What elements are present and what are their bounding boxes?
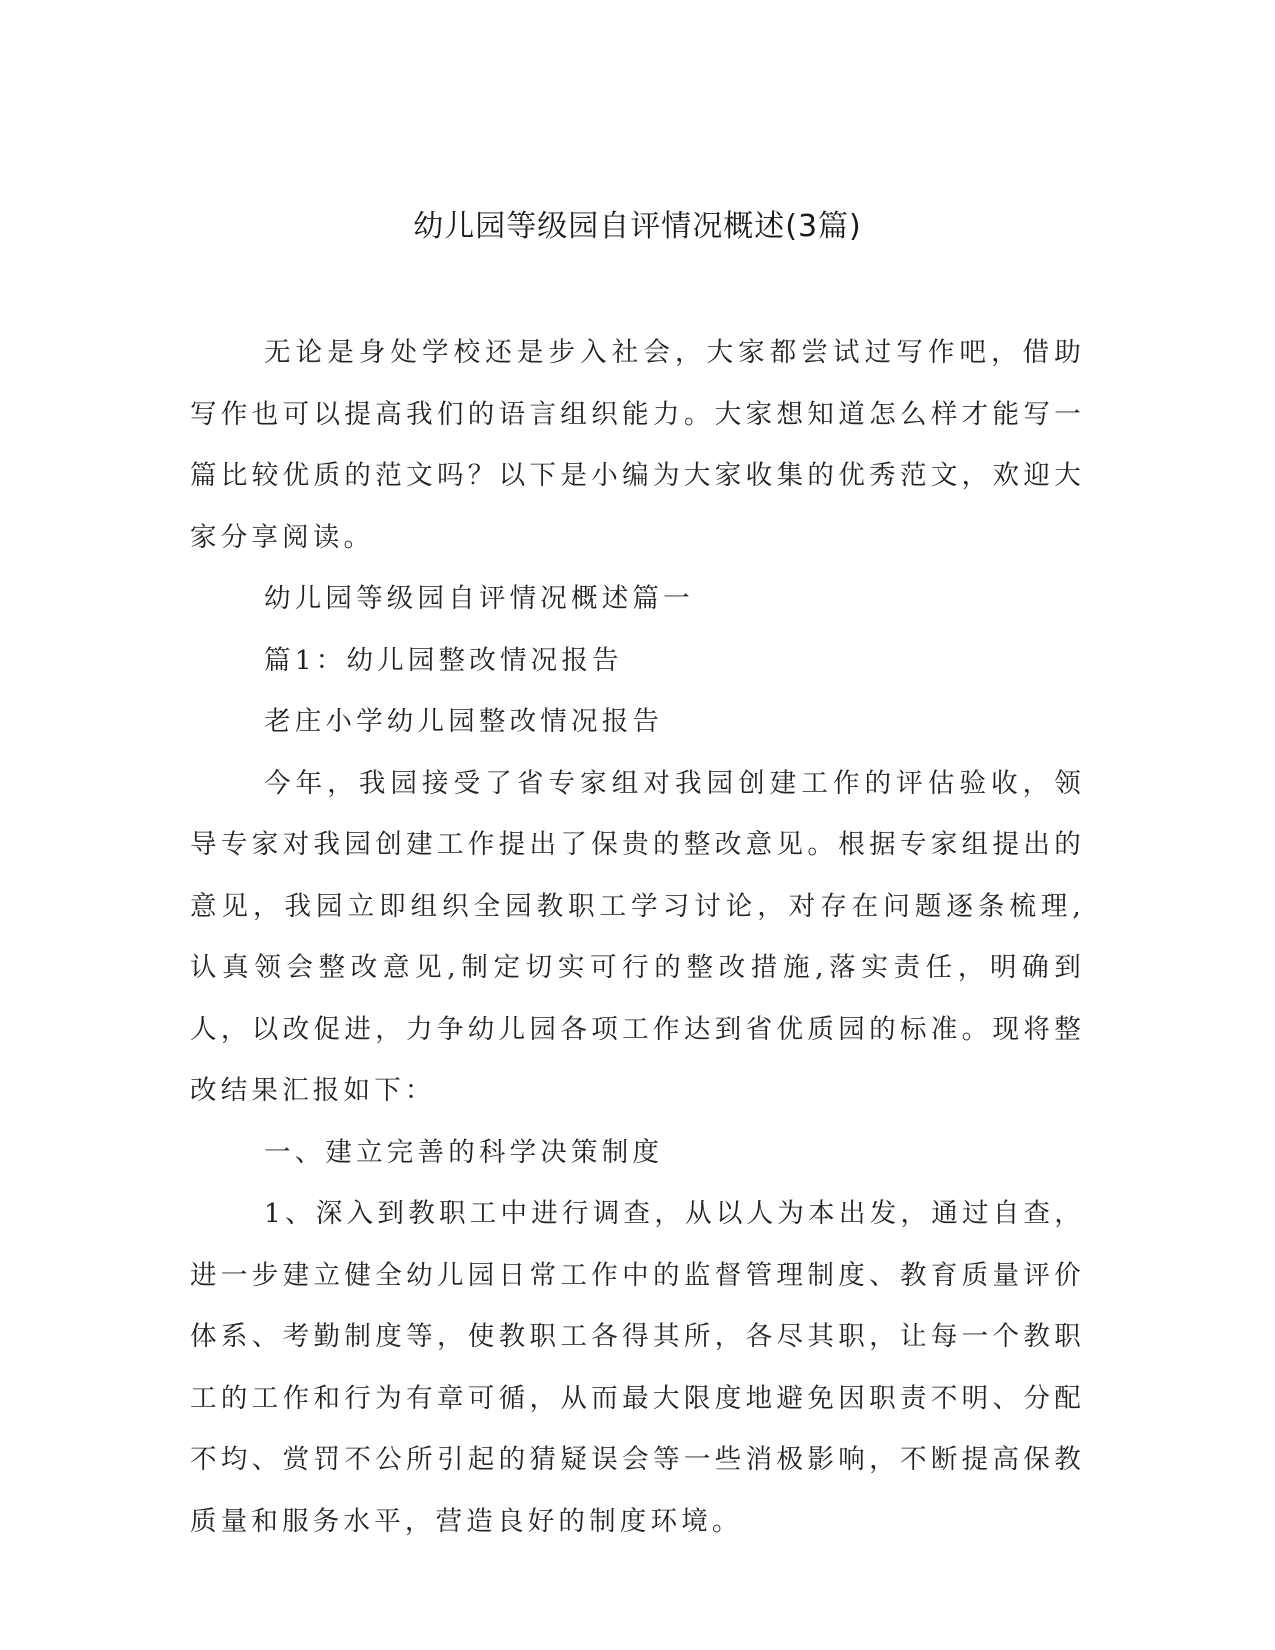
report-title: 老庄小学幼儿园整改情况报告 [264,706,664,737]
list-item-paragraph: 1、深入到教职工中进行调查，从以人为本出发，通过自查，进一步建立健全幼儿园日常工作中的监督管理制度、教育质量评价体系、考勤制度等，使教职工各得其所，各尽其职，让每一个教职工的工作和行为有章可循，从而最大限度地避免因职责不明、分配不均、赏罚不公所引起的猜疑误会等一些消极影响，不断提高保教质量和服务水平，营造良好的制度环境。 [190,1198,1085,1537]
document-body [190,322,1085,1552]
intro-paragraph: 无论是身处学校还是步入社会，大家都尝试过写作吧，借助写作也可以提高我们的语言组织能力。大家想知道怎么样才能写一篇比较优质的范文吗？以下是小编为大家收集的优秀范文，欢迎大家分享阅读。 [190,337,1085,553]
document-title: 幼儿园等级园自评情况概述(3篇) [413,209,862,244]
subsection-heading: 一、建立完善的科学决策制度 [264,1136,664,1168]
article-heading: 篇1：幼儿园整改情况报告 [264,644,623,676]
report-paragraph: 今年，我园接受了省专家组对我园创建工作的评估验收，领导专家对我园创建工作提出了保贵的整改意见。根据专家组提出的意见，我园立即组织全园教职工学习讨论，对存在问题逐条梳理,认真领会整改意见,制定切实可行的整改措施,落实责任，明确到人，以改促进，力争幼儿园各项工作达到省优质园的标准。现将整改结果汇报如下： [190,767,1085,1106]
section-heading-part-one: 幼儿园等级园自评情况概述篇一 [264,583,694,614]
